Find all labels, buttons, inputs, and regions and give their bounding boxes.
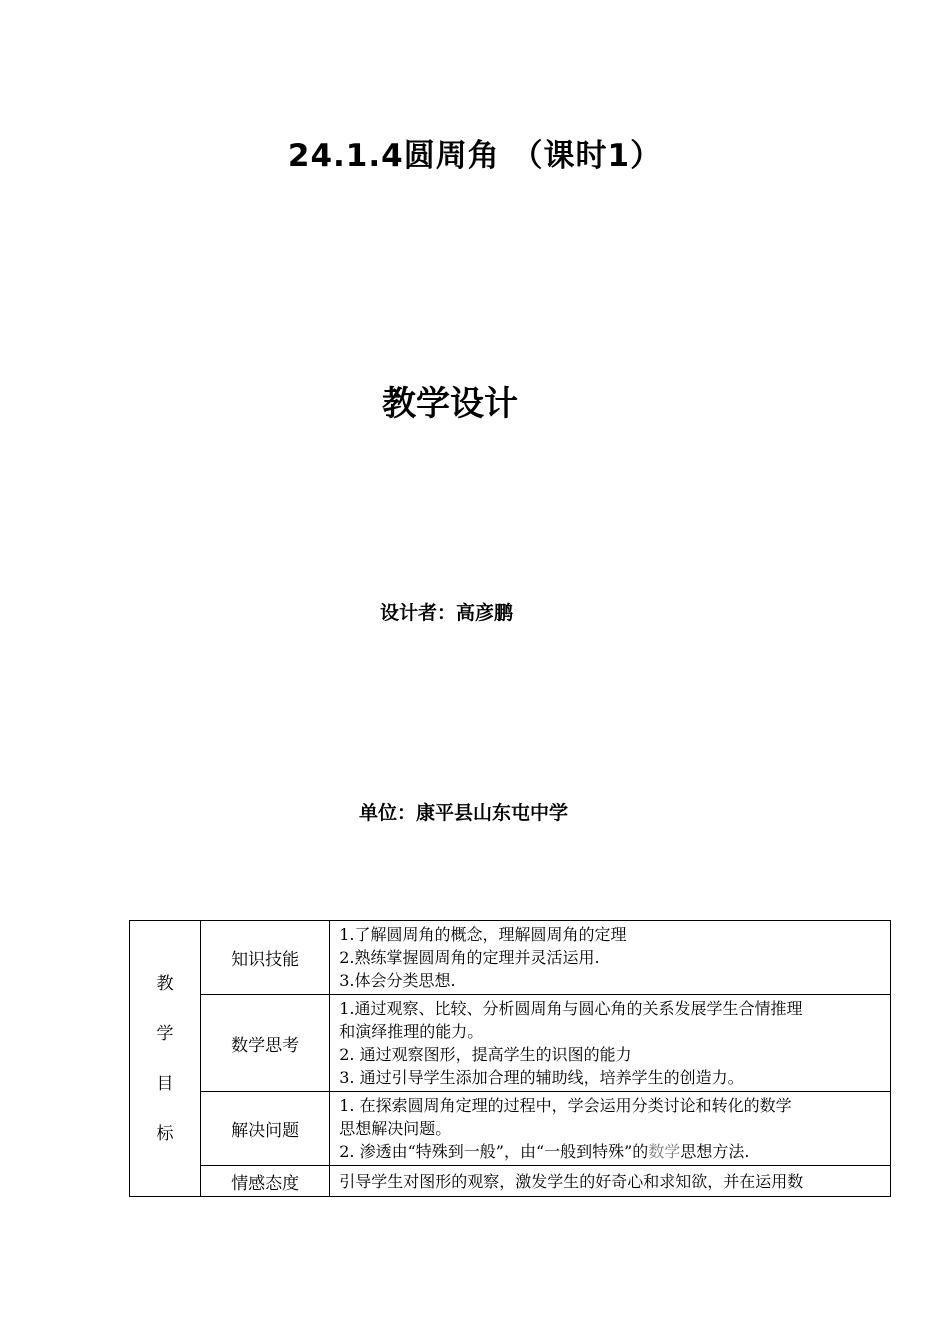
category-knowledge-skills: 知识技能 [201,921,330,995]
unit-line: 单位：康平县山东屯中学 [359,802,569,824]
content-line [339,1140,884,1163]
document-subtitle: 教学设计 [382,384,518,424]
category-problem-solving: 解决问题 [201,1092,330,1166]
content-line: 3.体会分类思想. [339,971,456,990]
table-row [130,995,891,1092]
label-char: 教 [156,973,174,994]
problem-solving-content [330,1092,891,1166]
teaching-goals-table [129,920,891,1197]
highlighted-text: 数学 [648,1142,681,1161]
content-line: 1.通过观察、比较、分析圆周角与圆心角的关系发展学生合情推理 [339,999,803,1018]
designer-line: 设计者：高彦鹏 [380,602,514,624]
attitude-content [330,1166,891,1197]
table-row [130,921,891,995]
content-line: 思想解决问题。 [339,1119,452,1138]
category-attitude: 情感态度 [201,1166,330,1197]
content-text: 思想方法. [680,1142,750,1161]
table-row [130,1092,891,1166]
teaching-goals-label [130,921,201,1197]
content-text: 2. 渗透由“特殊到一般”，由“一般到特殊”的 [339,1142,649,1161]
content-line: 引导学生对图形的观察，激发学生的好奇心和求知欲，并在运用数 [339,1171,804,1191]
label-char: 标 [156,1123,174,1144]
knowledge-skills-content [330,921,891,995]
content-line: 2.熟练掌握圆周角的定理并灵活运用. [339,948,600,967]
category-math-thinking: 数学思考 [201,995,330,1092]
content-line: 3. 通过引导学生添加合理的辅助线，培养学生的创造力。 [339,1068,744,1087]
content-line: 和演绎推理的能力。 [339,1022,484,1041]
math-thinking-content [330,995,891,1092]
label-char: 目 [156,1073,174,1094]
content-line: 1.了解圆周角的概念，理解圆周角的定理 [339,925,627,944]
document-title: 24.1.4圆周角 （课时1） [287,138,663,174]
table-row [130,1166,891,1197]
label-char: 学 [156,1023,174,1044]
content-line: 2. 通过观察图形，提高学生的识图的能力 [339,1045,632,1064]
content-line: 1. 在探索圆周角定理的过程中，学会运用分类讨论和转化的数学 [339,1096,792,1115]
